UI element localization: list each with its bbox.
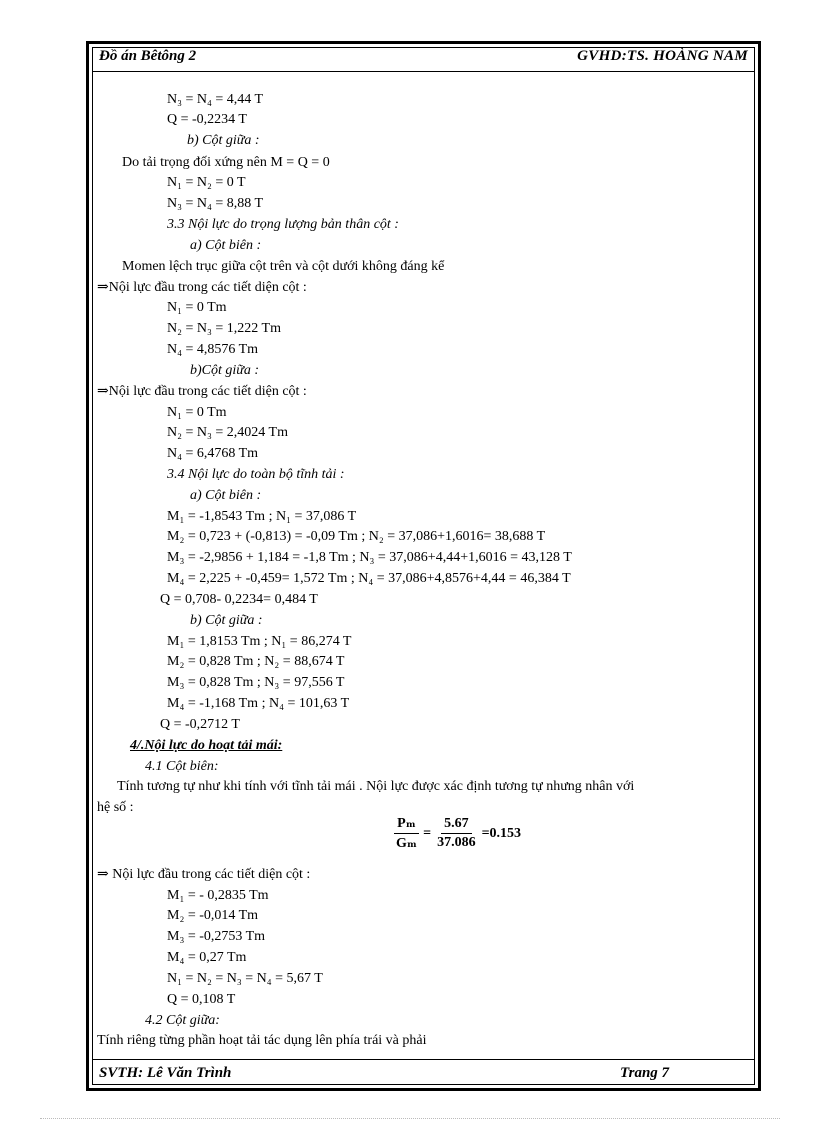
text-line: M₃ = -0,2753 Tm <box>167 929 266 944</box>
text-line: N₄ = 4,8576 Tm <box>167 342 259 357</box>
subheading: a) Cột biên : <box>190 488 262 503</box>
footer-left: SVTH: Lê Văn Trình <box>99 1065 232 1081</box>
text-line: Momen lệch trục giữa cột trên và cột dưới không đáng kể <box>122 259 445 274</box>
fraction-numerator: Pₘ <box>394 815 419 834</box>
header-rule <box>93 71 754 72</box>
text-line: N₂ = N₃ = 1,222 Tm <box>167 321 281 336</box>
footer-right: Trang 7 <box>620 1065 670 1081</box>
text-line: ⇒Nội lực đầu trong các tiết diện cột : <box>97 280 307 295</box>
text-line: N₂ = N₃ = 2,4024 Tm <box>167 425 288 440</box>
coefficient-formula <box>390 815 521 852</box>
text-line: ⇒ Nội lực đầu trong các tiết diện cột : <box>97 867 311 882</box>
text-line: Tính riêng từng phần hoạt tải tác dụng lên phía trái và phải <box>97 1033 427 1048</box>
text-line: M₄ = 0,27 Tm <box>167 950 247 965</box>
equals-sign: = <box>423 825 432 841</box>
scan-edge <box>40 1118 780 1121</box>
text-line: Q = 0,708- 0,2234= 0,484 T <box>160 592 318 607</box>
subheading: 4.1 Cột biên: <box>145 759 219 774</box>
section-heading: 4/.Nội lực do hoạt tải mái: <box>130 738 283 753</box>
subheading: 4.2 Cột giữa: <box>145 1013 220 1028</box>
footer-rule <box>93 1059 754 1060</box>
text-line: Tính tương tự như khi tính với tĩnh tải mái . Nội lực được xác định tương tự nhưng nhân với <box>117 779 635 794</box>
text-line: M₂ = 0,723 + (-0,813) = -0,09 Tm ; N₂ = 37,086+1,6016= 38,688 T <box>167 529 546 544</box>
text-line: N₃ = N₄ = 8,88 T <box>167 196 264 211</box>
text-line: N₁ = 0 Tm <box>167 300 227 315</box>
subheading: b)Cột giữa : <box>190 363 260 378</box>
text-line: Q = 0,108 T <box>167 992 236 1007</box>
fraction-numerator: 5.67 <box>441 816 472 834</box>
section-heading: 3.3 Nội lực do trọng lượng bản thân cột : <box>167 217 399 232</box>
text-line: N₄ = 6,4768 Tm <box>167 446 259 461</box>
text-line: M₃ = -2,9856 + 1,184 = -1,8 Tm ; N₃ = 37,086+4,44+1,6016 = 43,128 T <box>167 550 572 565</box>
text-line: N₁ = N₂ = N₃ = N₄ = 5,67 T <box>167 971 323 986</box>
header-right: GVHD:TS. HOÀNG NAM <box>577 48 748 64</box>
text-line: M₁ = -1,8543 Tm ; N₁ = 37,086 T <box>167 509 357 524</box>
section-heading: 3.4 Nội lực do toàn bộ tĩnh tải : <box>167 467 345 482</box>
text-line: M₄ = 2,225 + -0,459= 1,572 Tm ; N₄ = 37,086+4,8576+4,44 = 46,384 T <box>167 571 571 586</box>
subheading: a) Cột biên : <box>190 238 262 253</box>
text-line: Q = -0,2234 T <box>167 112 247 127</box>
text-line: ⇒Nội lực đầu trong các tiết diện cột : <box>97 384 307 399</box>
text-line: M₃ = 0,828 Tm ; N₃ = 97,556 T <box>167 675 345 690</box>
text-line: N₃ = N₄ = 4,44 T <box>167 92 264 107</box>
fraction-values <box>434 816 479 851</box>
text-line: Q = -0,2712 T <box>160 717 240 732</box>
text-line: N₁ = 0 Tm <box>167 405 227 420</box>
subheading: b) Cột giữa : <box>187 133 260 148</box>
text-line: M₁ = - 0,2835 Tm <box>167 888 269 903</box>
subheading: b) Cột giữa : <box>190 613 263 628</box>
text-line: hệ số : <box>97 800 134 815</box>
text-line: M₂ = 0,828 Tm ; N₂ = 88,674 T <box>167 654 345 669</box>
text-line: N₁ = N₂ = 0 T <box>167 175 246 190</box>
fraction-pm-gm <box>393 815 420 852</box>
fraction-denominator: Gₘ <box>396 836 418 851</box>
text-line: Do tải trọng đối xứng nên M = Q = 0 <box>122 155 330 170</box>
formula-result: =0.153 <box>481 825 522 841</box>
text-line: M₁ = 1,8153 Tm ; N₁ = 86,274 T <box>167 634 352 649</box>
fraction-denominator: 37.086 <box>437 835 476 850</box>
text-line: M₂ = -0,014 Tm <box>167 908 259 923</box>
header-left: Đồ án Bêtông 2 <box>99 48 197 64</box>
text-line: M₄ = -1,168 Tm ; N₄ = 101,63 T <box>167 696 350 711</box>
